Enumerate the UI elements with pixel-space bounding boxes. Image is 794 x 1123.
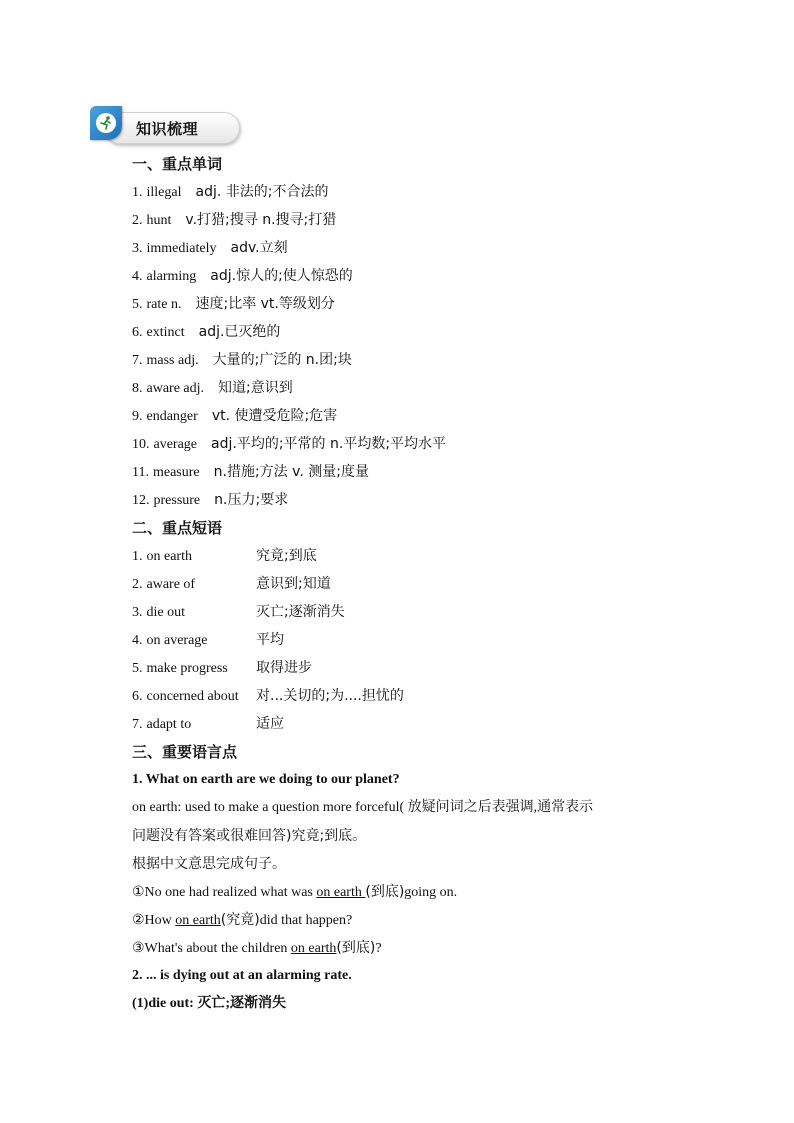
- phrase-definition: 意识到;知道: [256, 576, 331, 592]
- phrase-definition: 究竟;到底: [256, 548, 317, 564]
- vocab-word: aware adj.: [146, 381, 205, 396]
- vocab-item: [132, 486, 692, 514]
- vocab-number: 4.: [132, 269, 143, 284]
- phrase-definition: 取得进步: [256, 660, 312, 676]
- phrase-text: adapt to: [146, 717, 192, 732]
- vocab-number: 9.: [132, 409, 143, 424]
- phrase-definition: 对...关切的;为....担忧的: [256, 688, 404, 704]
- vocab-definition: n.压力;要求: [214, 492, 289, 508]
- section2-heading: 二、重点短语: [132, 519, 223, 537]
- section1-heading: 一、重点单词: [132, 155, 223, 173]
- vocab-word: average: [153, 437, 198, 452]
- phrase-number: 5.: [132, 661, 143, 676]
- vocab-item: [132, 178, 692, 206]
- vocab-number: 7.: [132, 353, 143, 368]
- vocab-word: immediately: [146, 241, 217, 256]
- vocab-number: 11.: [132, 465, 149, 480]
- ex1-post: going on.: [404, 885, 458, 900]
- vocab-definition: v.打猎;搜寻 n.搜寻;打猎: [185, 212, 337, 228]
- vocab-number: 8.: [132, 381, 143, 396]
- ex3-answer: on earth: [290, 941, 337, 956]
- ex3-pre: ③What's about the children: [132, 941, 291, 956]
- vocab-item: [132, 458, 692, 486]
- phrase-item: [132, 654, 692, 682]
- phrase-text: on earth: [146, 549, 192, 564]
- ex2-post: did that happen?: [259, 913, 353, 928]
- phrase-number: 6.: [132, 689, 143, 704]
- vocab-number: 6.: [132, 325, 143, 340]
- phrase-term: [132, 683, 256, 711]
- phrase-definition: 适应: [256, 716, 284, 732]
- exercise-3: [132, 934, 692, 962]
- phrase-text: make progress: [146, 661, 228, 676]
- phrase-list: [132, 542, 692, 738]
- content: [132, 150, 692, 1018]
- phrase-item: [132, 710, 692, 738]
- vocab-item: [132, 262, 692, 290]
- vocab-definition: 速度;比率 vt.等级划分: [195, 296, 335, 312]
- phrase-number: 2.: [132, 577, 143, 592]
- phrase-text: aware of: [146, 577, 196, 592]
- exercise-1: [132, 878, 692, 906]
- badge-title: 知识梳理: [136, 120, 199, 138]
- phrase-term: [132, 655, 256, 683]
- phrase-term: [132, 543, 256, 571]
- vocab-definition: adj.平均的;平常的 n.平均数;平均水平: [211, 436, 447, 452]
- phrase-text: die out: [146, 605, 185, 620]
- vocab-definition: adj.惊人的;使人惊恐的: [210, 268, 353, 284]
- vocab-number: 10.: [132, 437, 150, 452]
- ex1-hint: (到底): [365, 884, 405, 900]
- ex1-pre: ①No one had realized what was: [132, 885, 317, 900]
- vocab-number: 1.: [132, 185, 143, 200]
- phrase-number: 1.: [132, 549, 143, 564]
- vocab-definition: n.措施;方法 v. 测量;度量: [213, 464, 369, 480]
- phrase-item: [132, 626, 692, 654]
- vocab-item: [132, 346, 692, 374]
- vocab-list: [132, 178, 692, 514]
- vocab-definition: 大量的;广泛的 n.团;块: [212, 352, 352, 368]
- vocab-word: extinct: [146, 325, 185, 340]
- exercise-2: [132, 906, 692, 934]
- vocab-definition: adj. 非法的;不合法的: [195, 184, 329, 200]
- phrase-text: on average: [146, 633, 208, 648]
- ex2-answer: on earth: [175, 913, 221, 928]
- phrase-number: 3.: [132, 605, 143, 620]
- phrase-item: [132, 570, 692, 598]
- instruction: 根据中文意思完成句子。: [132, 856, 286, 872]
- point2-sub: (1)die out: 灭亡;逐渐消失: [132, 996, 286, 1011]
- vocab-word: measure: [152, 465, 200, 480]
- phrase-term: [132, 711, 256, 739]
- vocab-number: 3.: [132, 241, 143, 256]
- vocab-item: [132, 402, 692, 430]
- vocab-number: 12.: [132, 493, 150, 508]
- vocab-word: hunt: [146, 213, 172, 228]
- section-badge: [90, 106, 242, 146]
- vocab-item: [132, 234, 692, 262]
- vocab-item: [132, 318, 692, 346]
- vocab-definition: adv.立刻: [230, 240, 288, 256]
- phrase-term: [132, 571, 256, 599]
- runner-icon: [90, 106, 122, 140]
- vocab-item: [132, 290, 692, 318]
- point2-title: 2. ... is dying out at an alarming rate.: [132, 968, 352, 983]
- ex2-pre: ②How: [132, 913, 176, 928]
- ex3-hint: (到底): [336, 940, 376, 956]
- phrase-item: [132, 598, 692, 626]
- vocab-word: mass adj.: [146, 353, 199, 368]
- vocab-item: [132, 430, 692, 458]
- phrase-term: [132, 627, 256, 655]
- phrase-definition: 平均: [256, 632, 284, 648]
- vocab-word: illegal: [146, 185, 182, 200]
- vocab-definition: adj.已灭绝的: [198, 324, 281, 340]
- ex2-hint: (究竟): [220, 912, 260, 928]
- vocab-item: [132, 206, 692, 234]
- vocab-item: [132, 374, 692, 402]
- ex1-answer: on earth: [316, 885, 366, 900]
- phrase-number: 7.: [132, 717, 143, 732]
- vocab-definition: vt. 使遭受危险;危害: [211, 408, 338, 424]
- phrase-term: [132, 599, 256, 627]
- vocab-number: 5.: [132, 297, 143, 312]
- phrase-text: concerned about: [146, 689, 239, 704]
- point1-title: 1. What on earth are we doing to our planet?: [132, 772, 400, 787]
- vocab-word: pressure: [153, 493, 201, 508]
- vocab-definition: 知道;意识到: [218, 380, 293, 396]
- phrase-item: [132, 542, 692, 570]
- phrase-number: 4.: [132, 633, 143, 648]
- ex3-post: ?: [375, 941, 382, 956]
- point1-explanation-1: on earth: used to make a question more forceful( 放疑问词之后表强调,通常表示: [132, 800, 594, 815]
- vocab-word: rate n.: [146, 297, 182, 312]
- vocab-number: 2.: [132, 213, 143, 228]
- phrase-item: [132, 682, 692, 710]
- vocab-word: endanger: [146, 409, 198, 424]
- point1-explanation-2: 问题没有答案或很难回答)究竟;到底。: [132, 828, 367, 844]
- phrase-definition: 灭亡;逐渐消失: [256, 604, 345, 620]
- vocab-word: alarming: [146, 269, 197, 284]
- section3-heading: 三、重要语言点: [132, 743, 238, 761]
